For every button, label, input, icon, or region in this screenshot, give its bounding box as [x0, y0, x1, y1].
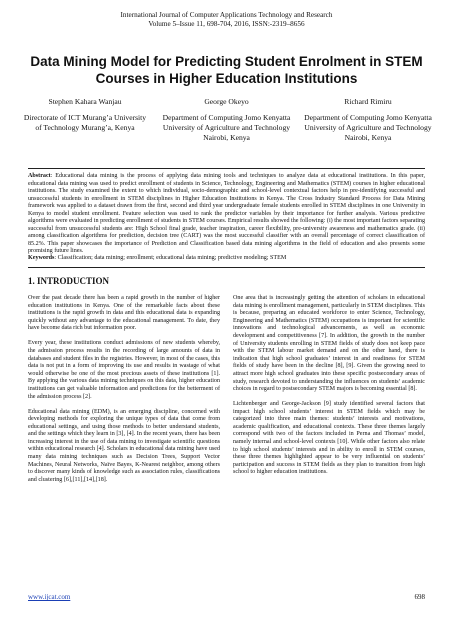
right-column [233, 295, 425, 484]
keywords-label: Keywords [28, 255, 55, 261]
divider-top [28, 168, 425, 169]
author-name: George Okeyo [204, 97, 249, 106]
paragraph: Educational data mining (EDM), is an emerging discipline, concerned with developing methods for exploring the unique types of data that come from educational settings, and using those methods to better understand students, and the settings which they learn in [3], [4]. In the recent years, there has been increasing interest in the use of data mining to investigate scientific questions within educational research [4]. Scholars in educational data mining have used many data mining techniques such as Decision Trees, Support Vector Machines, Neural Networks, Naïve Bayes, K-Nearest neighbor, among others to discover many kinds of knowledge such as association rules, classifications and clustering [6],[11],[14],[18]. [28, 408, 220, 483]
author-affiliation: Directorate of ICT Murang’a University of Technology Murang’a, Kenya [23, 113, 147, 132]
divider-bottom [28, 267, 425, 268]
paragraph: Lichtenberger and George-Jackson [9] study identified several factors that impact high school students’ interest in STEM fields which may be categorized into three main themes: students’ interests and motivations, academic qualification, and educational contexts. These three themes largely correspond with two of the factors included in Perna and Thomas’ model, namely internal and school-level contexts [10]. While other factors also relate to high school students’ interests and in ability to enroll in STEM courses, these three themes highlighted appear to be very influential on students’ participation and success in STEM fields as they plan to transition from high school to higher education institutions. [233, 401, 425, 476]
journal-volume: Volume 5–Issue 11, 698-704, 2016, ISSN:-2319–8656 [148, 20, 305, 28]
abstract-text: : Educational data mining is the process of applying data mining tools and techniques to analyze data at educational institutions. In this paper, educational data mining was used to predict enrollment of students in Science, Technology, Engineering and Mathematics (STEM) courses in higher educational institutions. The study examined the extent to which individual, socio-demographic and school-level contextual factors help in pre-identifying successful and unsuccessful students in enrollment in STEM disciplines in Higher Education Institutions in Kenya. The Cross Industry Standard Process for Data Mining framework was applied to a dataset drawn from the first, second and third year undergraduate female students enrolled in STEM disciplines in one University in Kenya to model student enrollment. Feature selection was used to rank the predictor variables by their importance for further analysis. Various predictive algorithms were evaluated in predicting enrollment of students in STEM courses. Empirical results showed the following: (i) the most important factors separating successful from unsuccessful students are: High School final grade, teacher inspiration, career flexibility, pre-university awareness and mathematics grade. (ii) among classification algorithms for prediction, decision tree (CART) was the most successful classifier with an overall percentage of correct classification of 85.2%. This paper showcases the importance of Prediction and Classification based data mining algorithms in the field of education and also presents some promising future lines. [28, 173, 425, 255]
author-affiliation: Department of Computing Jomo Kenyatta University of Agriculture and Technology Nairobi, Kenya [304, 113, 432, 142]
left-column [28, 295, 220, 492]
journal-website-link[interactable]: www.ijcat.com [28, 593, 71, 601]
author-affiliation: Department of Computing Jomo Kenyatta University of Agriculture and Technology Nairobi, Kenya [162, 113, 291, 142]
journal-name: International Journal of Computer Applications Technology and Research [120, 11, 333, 19]
abstract [28, 173, 425, 256]
page-number: 698 [414, 593, 425, 601]
journal-header [0, 11, 453, 29]
keywords [28, 255, 425, 263]
paper-title: Data Mining Model for Predicting Student Enrolment in STEM Courses in Higher Education Institutions [30, 54, 423, 86]
author-block [162, 97, 292, 143]
author-list [20, 97, 433, 143]
author-name: Stephen Kahara Wanjau [48, 97, 122, 106]
author-block [303, 97, 433, 143]
author-block [20, 97, 150, 143]
abstract-label: Abstract [28, 173, 51, 179]
paragraph: One area that is increasingly getting the attention of scholars in educational data mining is enrollment management, particularly in STEM disciplines. This is because, preparing an educated workforce to enter Science, Technology, Engineering and Mathematics (STEM) occupations is important for scientific innovations and technological advancements, as well as economic development and competitiveness [7]. In addition, the growth in the number of University students enrolling in STEM fields of study does not keep pace with the STEM labour market demand and on the other hand, there is indication that high school graduates’ interest in and readiness for STEM fields of study have been in the decline [8], [9]. Given the growing need to attract more high school graduates into these specific postsecondary areas of study, research devoted to understanding the influences on students’ academic choices in regard to postsecondary STEM majors is becoming essential [8]. [233, 295, 425, 393]
keywords-text: : Classification; data mining; enrollment; educational data mining; predictive modeling; STEM [54, 255, 287, 261]
section-heading-introduction: 1. INTRODUCTION [28, 276, 110, 286]
paragraph: Every year, these institutions conduct admissions of new students whereby, the admission process results in the recording of large amounts of data in databases and student files in the registries. However, in most of the cases, this data is not put in a form of improving its use and results in wastage of what would otherwise be one of the most precious assets of these institutions [1]. By applying the various data mining techniques on this data, higher education institutions can get valuable information and predictions for the betterment of the admission process [2]. [28, 340, 221, 400]
author-name: Richard Rimiru [344, 97, 392, 106]
paragraph: Over the past decade there has been a rapid growth in the number of higher education institutions in Kenya. One of the remarkable facts about these institutions is the rapid growth in data and this educational data is expanding quickly without any advantage to the educational management. To date, they have become data rich but information poor. [28, 295, 220, 332]
